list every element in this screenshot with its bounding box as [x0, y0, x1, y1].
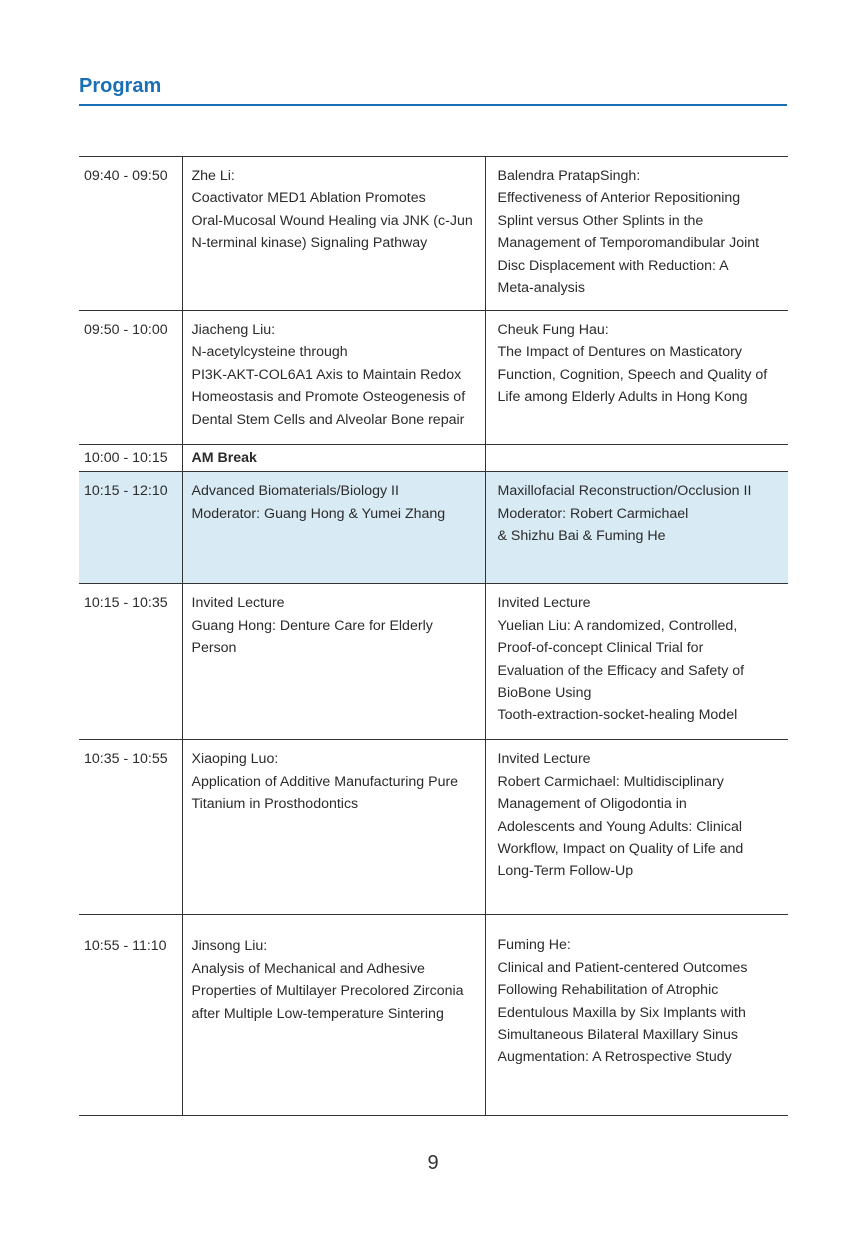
- text-line: Edentulous Maxilla by Six Implants with: [497, 1004, 746, 1021]
- text-line: Xiaoping Luo:: [191, 751, 279, 768]
- text-line: & Shizhu Bai & Fuming He: [497, 528, 666, 545]
- text-line: after Multiple Low-temperature Sintering: [191, 1005, 444, 1022]
- text-line: Splint versus Other Splints in the: [497, 212, 704, 229]
- text-line: Yuelian Liu: A randomized, Controlled,: [497, 617, 738, 634]
- session-left: [182, 740, 485, 915]
- text-line: Maxillofacial Reconstruction/Occlusion II: [497, 483, 752, 500]
- text-line: Augmentation: A Retrospective Study: [497, 1049, 732, 1066]
- text-line: Proof-of-concept Clinical Trial for: [497, 640, 704, 657]
- text-line: PI3K-AKT-COL6A1 Axis to Maintain Redox: [191, 366, 462, 383]
- text-line: Adolescents and Young Adults: Clinical: [497, 818, 743, 835]
- text-line: Zhe Li:: [191, 168, 235, 184]
- text-line: Effectiveness of Anterior Repositioning: [497, 190, 741, 207]
- table-row: [79, 472, 788, 584]
- session-left: [182, 311, 485, 445]
- text-line: The Impact of Dentures on Masticatory: [497, 344, 742, 361]
- text-line: Properties of Multilayer Precolored Zirconia: [191, 983, 464, 1000]
- text-line: Disc Displacement with Reduction: A: [497, 257, 729, 274]
- session-right: [485, 472, 788, 584]
- text-line: Guang Hong: Denture Care for Elderly: [191, 617, 433, 634]
- text-line: Invited Lecture: [191, 595, 285, 612]
- text-line: Invited Lecture: [497, 595, 591, 612]
- session-right: [485, 311, 788, 445]
- text-line: BioBone Using: [497, 685, 592, 702]
- text-line: Management of Oligodontia in: [497, 796, 687, 813]
- break-label: AM Break: [191, 450, 257, 466]
- session-left: [182, 445, 485, 472]
- text-line: Function, Cognition, Speech and Quality of: [497, 366, 768, 383]
- session-left: [182, 584, 485, 740]
- text-line: Tooth-extraction-socket-healing Model: [497, 707, 738, 724]
- title-divider: [79, 104, 787, 106]
- text-line: Dental Stem Cells and Alveolar Bone repair: [191, 411, 465, 428]
- time-cell: 09:40 - 09:50: [79, 157, 182, 311]
- text-line: Simultaneous Bilateral Maxillary Sinus: [497, 1027, 739, 1044]
- page-number: 9: [427, 1152, 439, 1174]
- session-left: [182, 915, 485, 1116]
- table-row: [79, 740, 788, 915]
- text-line: Jinsong Liu:: [191, 938, 268, 955]
- text-line: Moderator: Robert Carmichael: [497, 505, 689, 522]
- text-line: Balendra PratapSingh:: [497, 168, 641, 184]
- time-cell: 10:00 - 10:15: [79, 445, 182, 472]
- text-line: Oral-Mucosal Wound Healing via JNK (c-Jun: [191, 212, 473, 229]
- table-row: [79, 445, 788, 472]
- text-line: Advanced Biomaterials/Biology II: [191, 483, 399, 500]
- text-line: Following Rehabilitation of Atrophic: [497, 982, 719, 999]
- text-line: Jiacheng Liu:: [191, 322, 276, 338]
- table-row: [79, 157, 788, 311]
- text-line: N-acetylcysteine through: [191, 344, 348, 361]
- text-line: Application of Additive Manufacturing Pure: [191, 773, 459, 790]
- text-line: Analysis of Mechanical and Adhesive: [191, 960, 425, 977]
- text-line: Workflow, Impact on Quality of Life and: [497, 841, 744, 858]
- text-line: Moderator: Guang Hong & Yumei Zhang: [191, 505, 446, 522]
- text-line: Clinical and Patient-centered Outcomes: [497, 959, 748, 976]
- session-left: [182, 472, 485, 584]
- text-line: Meta-analysis: [497, 280, 586, 297]
- time-cell: 10:55 - 11:10: [79, 915, 182, 1116]
- text-line: Titanium in Prosthodontics: [191, 796, 359, 813]
- time-cell: 10:15 - 12:10: [79, 472, 182, 584]
- program-table: [79, 156, 788, 1116]
- page-title: Program: [79, 75, 162, 97]
- session-right: [485, 445, 788, 472]
- text-line: Robert Carmichael: Multidisciplinary: [497, 773, 724, 790]
- session-right: [485, 740, 788, 915]
- text-line: Person: [191, 640, 237, 657]
- text-line: Life among Elderly Adults in Hong Kong: [497, 389, 748, 406]
- time-cell: 10:15 - 10:35: [79, 584, 182, 740]
- session-left: [182, 157, 485, 311]
- text-line: Long-Term Follow-Up: [497, 863, 634, 880]
- text-line: Invited Lecture: [497, 751, 591, 768]
- session-right: [485, 157, 788, 311]
- session-right: [485, 584, 788, 740]
- session-right: [485, 915, 788, 1116]
- table-row: [79, 915, 788, 1116]
- text-line: Management of Temporomandibular Joint: [497, 235, 760, 252]
- text-line: Fuming He:: [497, 937, 571, 954]
- time-cell: 10:35 - 10:55: [79, 740, 182, 915]
- text-line: Homeostasis and Promote Osteogenesis of: [191, 389, 466, 406]
- text-line: Coactivator MED1 Ablation Promotes: [191, 190, 426, 207]
- text-line: Evaluation of the Efficacy and Safety of: [497, 662, 745, 679]
- table-row: [79, 584, 788, 740]
- time-cell: 09:50 - 10:00: [79, 311, 182, 445]
- text-line: N-terminal kinase) Signaling Pathway: [191, 235, 428, 252]
- text-line: Cheuk Fung Hau:: [497, 322, 609, 338]
- table-row: [79, 311, 788, 445]
